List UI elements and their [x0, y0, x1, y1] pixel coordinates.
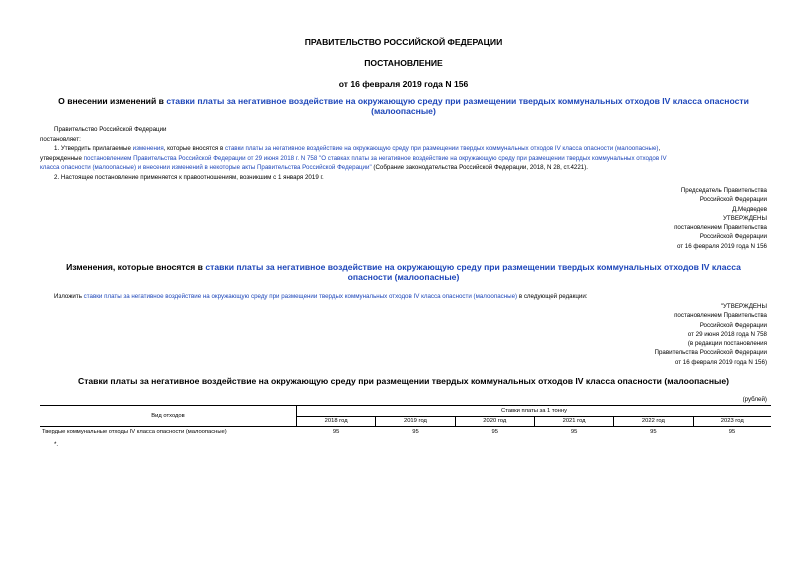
column-header-year: 2019 год [376, 416, 455, 427]
title-rates-link[interactable]: ставки платы за негативное воздействие на окружающую среду при размещении твердых коммунальных отходов IV класса опасности [166, 96, 749, 106]
rate-cell: 95 [728, 428, 736, 435]
column-header-year: 2018 год [297, 416, 376, 427]
resolution-758-link-tail[interactable]: класса опасности (малоопасные) и внесении изменений в некоторые акты Правительства Российской Федерации" [40, 164, 372, 171]
statement-suffix: в следующей редакции: [517, 293, 588, 300]
point1-line1 [54, 144, 660, 153]
statement-rates-link[interactable]: ставки платы за негативное воздействие на окружающую среду при размещении твердых коммунальных отходов IV класса опасности (малоопасные) [83, 293, 518, 300]
changes-rates-link[interactable]: ставки платы за негативное воздействие на окружающую среду при размещении твердых коммунальных отходов IV класса [205, 262, 741, 272]
point1-line3 [40, 163, 588, 172]
government-heading: ПРАВИТЕЛЬСТВО РОССИЙСКОЙ ФЕДЕРАЦИИ [304, 37, 503, 47]
approval2-line5: (в редакции постановления [687, 340, 767, 348]
changes-title-prefix: Изменения, которые вносятся в [66, 262, 206, 272]
row-label: Твердые коммунальные отходы IV класса опасности (малоопасные) [42, 428, 227, 435]
point1-text-mid: , которые вносятся в [163, 145, 225, 152]
column-header-kind: Вид отходов [40, 406, 297, 427]
signature-block [674, 186, 767, 251]
rate-cell: 95 [491, 428, 498, 435]
rates-table [40, 405, 771, 437]
signature-title-line2: Российской Федерации [699, 196, 767, 204]
document-title-line1 [0, 96, 807, 106]
resolution-758-link[interactable]: постановлением Правительства Российской Федерации от 29 июня 2018 г. N 758 "О ставках платы за негативное воздействие на окружающую среду при размещении твердых коммунальных отходов IV [83, 154, 667, 162]
point1-line2 [40, 154, 667, 163]
approval2-line7: от 16 февраля 2019 года N 156) [674, 358, 767, 366]
point1-changes-link[interactable]: изменения [132, 145, 164, 152]
changes-title-line1 [0, 262, 807, 272]
approval-line1: УТВЕРЖДЕНЫ [723, 214, 767, 222]
rate-cell: 95 [332, 428, 340, 435]
document-title-prefix: О внесении изменений в [58, 96, 167, 106]
rate-cell: 95 [412, 428, 419, 435]
approval2-line6: Правительства Российской Федерации [654, 349, 767, 357]
title-rates-link-tail[interactable]: (малоопасные) [371, 106, 436, 116]
rate-cell: 95 [570, 428, 578, 435]
approval2-line2: постановлением Правительства [674, 312, 767, 320]
signatory-name: Д.Медведев [732, 205, 767, 213]
unit-label: (рублей) [742, 396, 767, 403]
column-header-year: 2022 год [614, 416, 693, 427]
point1-text-start: 1. Утвердить прилагаемые [54, 145, 133, 152]
document-date-number: от 16 февраля 2019 года N 156 [338, 79, 469, 89]
point1-source-text: (Собрание законодательства Российской Федерации, 2018, N 28, ст.4221). [371, 164, 589, 171]
rate-cell: 95 [650, 428, 657, 435]
statement-line [54, 292, 588, 301]
column-header-year: 2023 год [693, 416, 771, 427]
signature-title-line1: Председатель Правительства [680, 187, 767, 194]
rates-title: Ставки платы за негативное воздействие на окружающую среду при размещении твердых коммунальных отходов IV класса опасности (малоопасные) [77, 376, 730, 386]
point1-approved-text: утвержденные [40, 154, 84, 162]
column-header-year: 2020 год [455, 416, 534, 427]
approval2-line1: "УТВЕРЖДЕНЫ [720, 303, 767, 310]
intro-line1: Правительство Российской Федерации [54, 126, 167, 133]
point1-text-comma: , [658, 145, 661, 152]
column-header-year: 2021 год [534, 416, 613, 427]
footnote: *. [54, 441, 59, 448]
approval-line2: постановлением Правительства [674, 224, 767, 232]
table-header-row-1 [40, 406, 771, 417]
intro-line2: постановляет: [40, 135, 81, 143]
point2: 2. Настоящее постановление применяется к правоотношениям, возникшим с 1 января 2019 г. [54, 173, 324, 181]
approval2-line4: от 29 июня 2018 года N 758 [687, 330, 767, 338]
approval-block-2 [655, 302, 768, 367]
document-type: ПОСТАНОВЛЕНИЕ [364, 58, 443, 68]
column-header-rates: Ставки платы за 1 тонну [297, 406, 772, 417]
document-title [0, 96, 807, 116]
changes-rates-link-tail[interactable]: опасности (малоопасные) [347, 272, 460, 282]
approval-line3: Российской Федерации [699, 233, 767, 241]
table-row [40, 427, 771, 437]
statement-prefix: Изложить [54, 293, 84, 300]
approval-line4: от 16 февраля 2019 года N 156 [676, 242, 767, 250]
approval2-line3: Российской Федерации [699, 321, 767, 329]
changes-title [0, 262, 807, 282]
point1-rates-link[interactable]: ставки платы за негативное воздействие на окружающую среду при размещении твердых коммунальных отходов IV класса опасности (малоопасные) [225, 145, 659, 152]
